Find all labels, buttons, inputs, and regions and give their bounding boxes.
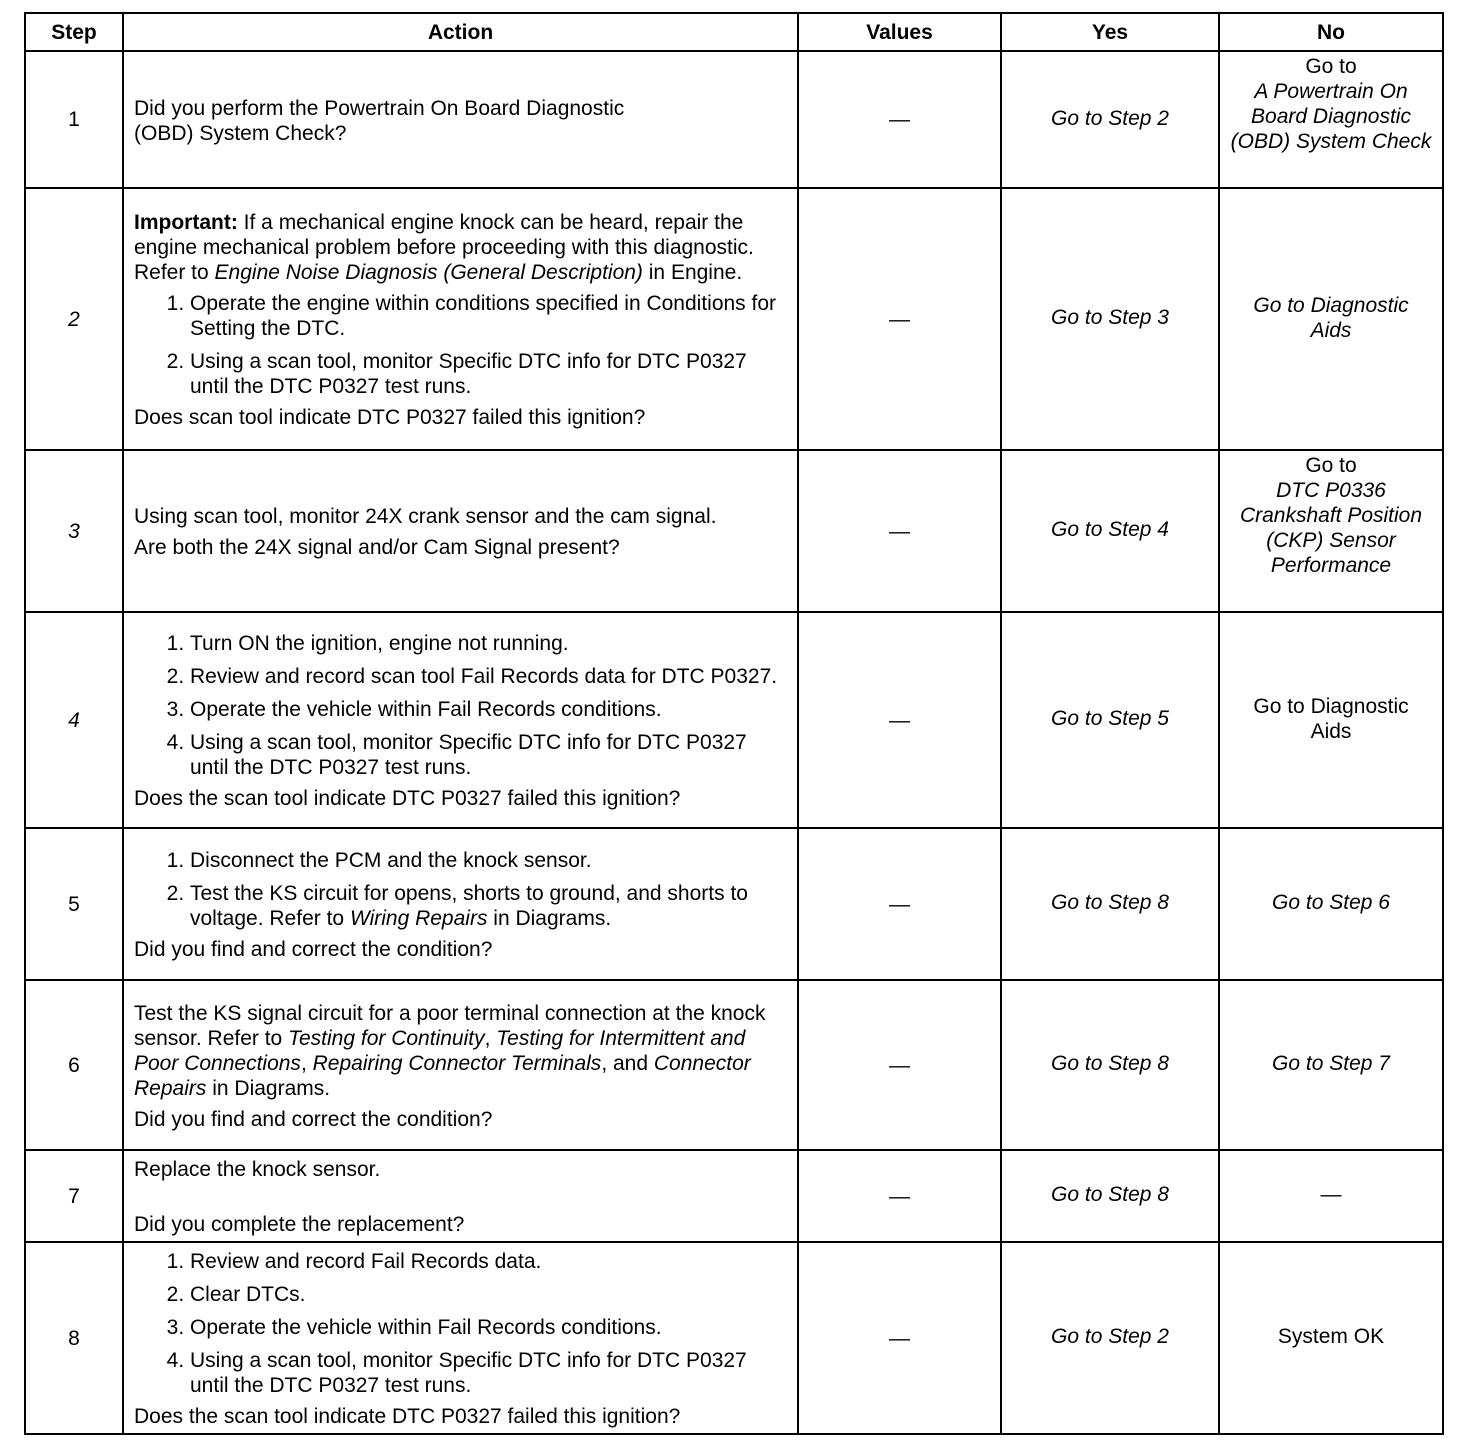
- action-question: Does the scan tool indicate DTC P0327 failed this ignition?: [134, 1405, 681, 1428]
- no-cell: System OK: [1219, 1242, 1443, 1434]
- no-cell: —: [1219, 1150, 1443, 1242]
- list-item: 4. Using a scan tool, monitor Specific DTC info for DTC P0327 until the DTC P0327 test runs.: [190, 730, 789, 780]
- no-link: A Powertrain On Board Diagnostic (OBD) System Check: [1230, 80, 1432, 153]
- action-cell: [123, 1150, 798, 1242]
- action-text-main: Test the KS signal circuit for a poor terminal connection at the knock sensor. Refer to: [134, 1001, 766, 1050]
- connector-terminals-ref: Repairing Connector Terminals: [312, 1051, 602, 1075]
- step-number: 2: [25, 188, 123, 450]
- action-question: Did you complete the replacement?: [134, 1213, 465, 1236]
- step-number: 3: [25, 450, 123, 612]
- steps-list: [134, 848, 789, 931]
- no-cell: Go to Step 6: [1219, 828, 1443, 980]
- action-text: Did you perform the Powertrain On Board Diagnostic (OBD) System Check?: [134, 96, 625, 145]
- step-number: 7: [25, 1150, 123, 1242]
- steps-list: [134, 291, 789, 399]
- no-goto: Go to: [1305, 454, 1357, 477]
- no-cell: [1219, 51, 1443, 188]
- step-number: 5: [25, 828, 123, 980]
- action-cell: [123, 1242, 798, 1434]
- action-cell: [123, 828, 798, 980]
- list-item-tail: in Diagrams.: [493, 907, 612, 930]
- action-cell: [123, 450, 798, 612]
- no-cell: [1219, 188, 1443, 450]
- action-question: Did you find and correct the condition?: [134, 1107, 493, 1131]
- values-cell: —: [798, 612, 1001, 828]
- list-item: 1. Review and record Fail Records data.: [190, 1249, 789, 1274]
- action-text: Test the KS signal circuit for a poor terminal connection at the knock sensor. Refer to Testing for Continuity, Testing for Intermittent and Poor Connections, Repairing Connector Terminals, and Connector Repairs in Diagrams.: [134, 1001, 766, 1100]
- yes-cell: Go to Step 3: [1001, 188, 1219, 450]
- header-step: Step: [25, 13, 123, 51]
- table-row: [25, 1150, 1443, 1242]
- no-cell: Go to Step 7: [1219, 980, 1443, 1150]
- steps-list: [134, 1249, 789, 1398]
- yes-cell: Go to Step 8: [1001, 1150, 1219, 1242]
- no-cell: [1219, 450, 1443, 612]
- action-cell: [123, 612, 798, 828]
- important-ref: Engine Noise Diagnosis (General Description): [214, 261, 643, 284]
- step-number: 1: [25, 51, 123, 188]
- list-item: 2. Clear DTCs.: [190, 1282, 789, 1307]
- values-cell: —: [798, 450, 1001, 612]
- yes-cell: Go to Step 5: [1001, 612, 1219, 828]
- yes-cell: Go to Step 2: [1001, 51, 1219, 188]
- action-question: Does the scan tool indicate DTC P0327 failed this ignition?: [134, 787, 681, 810]
- wiring-repairs-ref: Wiring Repairs: [349, 907, 488, 930]
- list-item-text: Test the KS circuit for opens, shorts to ground, and shorts to voltage. Refer to: [190, 882, 748, 930]
- yes-cell: Go to Step 8: [1001, 980, 1219, 1150]
- header-yes: Yes: [1001, 13, 1219, 51]
- no-cell: [1219, 612, 1443, 828]
- header-no: No: [1219, 13, 1443, 51]
- list-item: [190, 881, 789, 931]
- action-text: Using scan tool, monitor 24X crank sensor and the cam signal.: [134, 505, 717, 528]
- action-question: Did you find and correct the condition?: [134, 938, 493, 961]
- list-item: 1. Disconnect the PCM and the knock sensor.: [190, 848, 789, 873]
- list-item: 2. Review and record scan tool Fail Records data for DTC P0327.: [190, 664, 789, 689]
- step-number: 6: [25, 980, 123, 1150]
- table-row: [25, 612, 1443, 828]
- values-cell: —: [798, 1242, 1001, 1434]
- table-row: [25, 828, 1443, 980]
- and-word: and: [612, 1051, 649, 1075]
- action-cell: [123, 188, 798, 450]
- header-row: [25, 13, 1443, 51]
- values-cell: —: [798, 828, 1001, 980]
- action-cell: [123, 51, 798, 188]
- yes-cell: Go to Step 4: [1001, 450, 1219, 612]
- action-text: Replace the knock sensor.: [134, 1158, 381, 1181]
- important-text: If a mechanical engine knock can be heard, repair the engine mechanical problem before proceeding with this diagnostic. Refer to: [134, 211, 754, 284]
- values-cell: —: [798, 188, 1001, 450]
- table-row: [25, 980, 1443, 1150]
- table-row: [25, 188, 1443, 450]
- values-cell: —: [798, 980, 1001, 1150]
- no-link: Go to Diagnostic Aids: [1253, 694, 1409, 743]
- header-action: Action: [123, 13, 798, 51]
- action-question: Are both the 24X signal and/or Cam Signal present?: [134, 536, 620, 559]
- intermittent-ref: Testing for Intermittent and Poor Connections: [134, 1026, 746, 1075]
- important-note: [134, 210, 789, 285]
- important-label: Important:: [134, 211, 238, 234]
- table-row: [25, 450, 1443, 612]
- list-item: 1. Operate the engine within conditions specified in Conditions for Setting the DTC.: [190, 291, 789, 341]
- no-link: DTC P0336 Crankshaft Position (CKP) Sensor Performance: [1239, 479, 1423, 577]
- no-link: Go to Diagnostic Aids: [1253, 293, 1409, 342]
- table-row: [25, 51, 1443, 188]
- values-cell: —: [798, 1150, 1001, 1242]
- no-goto: Go to: [1305, 55, 1357, 78]
- yes-cell: Go to Step 2: [1001, 1242, 1219, 1434]
- connector-repairs-ref: Connector Repairs: [134, 1051, 751, 1100]
- yes-cell: Go to Step 8: [1001, 828, 1219, 980]
- step-number: 4: [25, 612, 123, 828]
- table-row: [25, 1242, 1443, 1434]
- diagnostic-table: [24, 12, 1444, 1435]
- continuity-ref: Testing for Continuity: [288, 1026, 485, 1050]
- list-item: 3. Operate the vehicle within Fail Records conditions.: [190, 697, 789, 722]
- values-cell: —: [798, 51, 1001, 188]
- action-cell: [123, 980, 798, 1150]
- important-tail: in Engine.: [648, 261, 743, 284]
- list-item: 3. Operate the vehicle within Fail Records conditions.: [190, 1315, 789, 1340]
- steps-list: [134, 631, 789, 780]
- step-number: 8: [25, 1242, 123, 1434]
- list-item: 4. Using a scan tool, monitor Specific DTC info for DTC P0327 until the DTC P0327 test runs.: [190, 1348, 789, 1398]
- list-item: 2. Using a scan tool, monitor Specific DTC info for DTC P0327 until the DTC P0327 test runs.: [190, 349, 789, 399]
- list-item: 1. Turn ON the ignition, engine not running.: [190, 631, 789, 656]
- header-values: Values: [798, 13, 1001, 51]
- action-tail: in Diagrams.: [212, 1076, 331, 1100]
- action-question: Does scan tool indicate DTC P0327 failed this ignition?: [134, 406, 646, 429]
